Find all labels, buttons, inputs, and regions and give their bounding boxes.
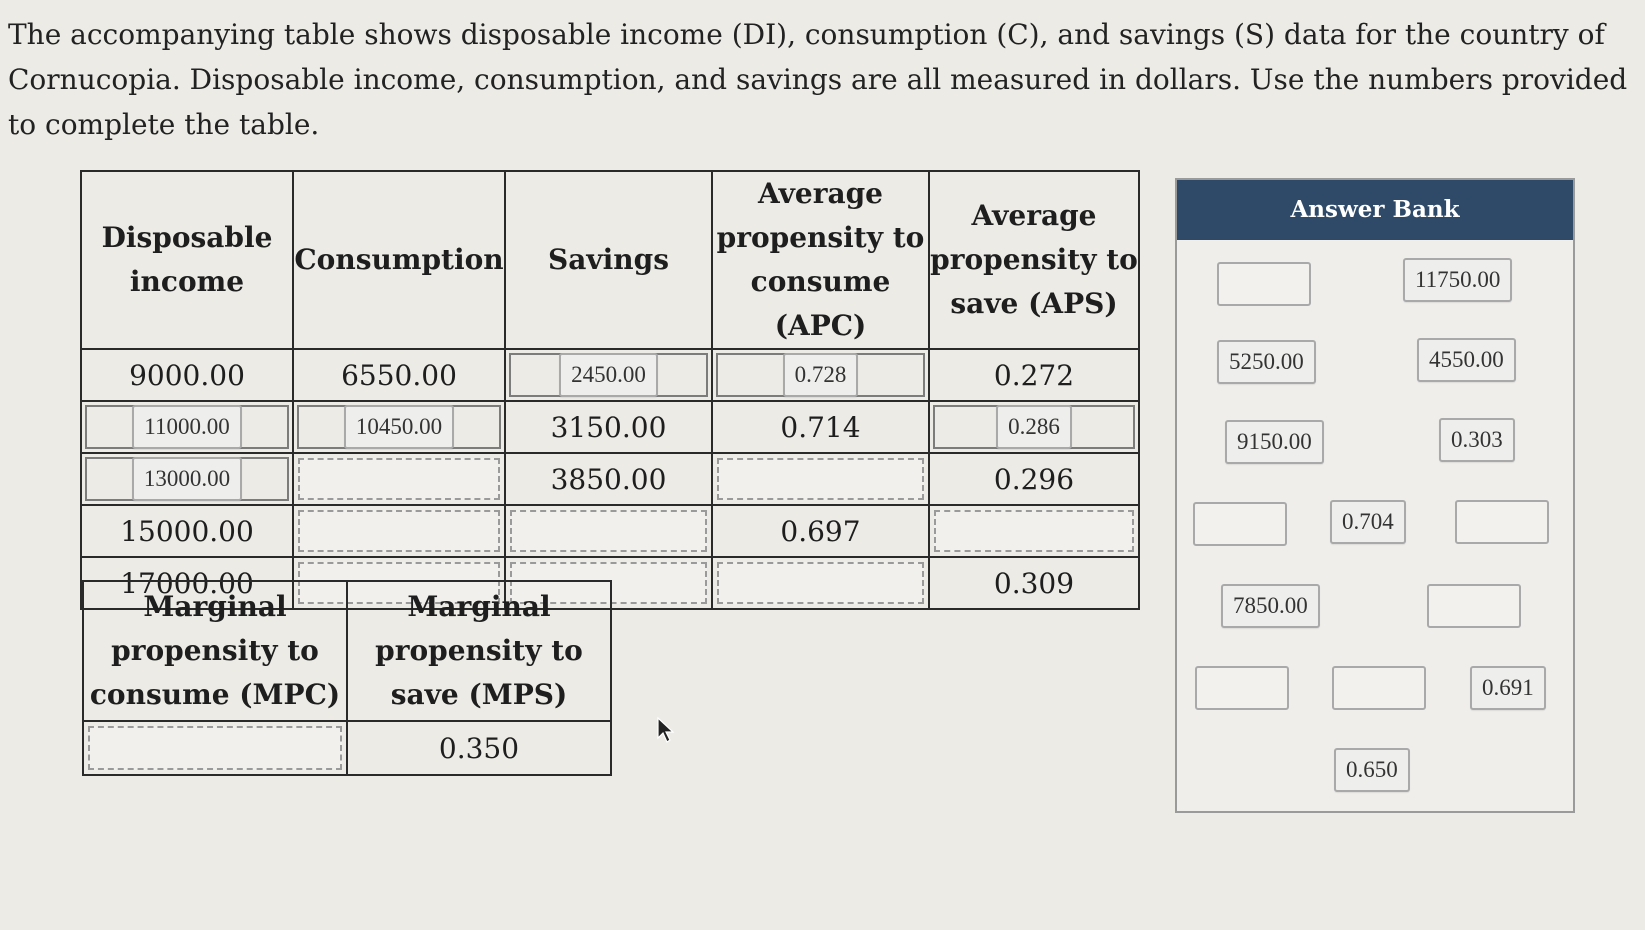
drop-target-consumption[interactable] [293,505,505,557]
answer-chip[interactable]: 10450.00 [344,405,454,449]
table-row [81,505,1139,557]
answer-bank-empty-slot [1455,500,1549,544]
instructions-text: The accompanying table shows disposable income (DI), consumption (C), and savings (S) data for the country of Cornucopia. Disposable income, consumption, and savings are all measured in dollars. Use the numbers provided to complete the table. [8,18,1628,141]
answer-chip[interactable]: 5250.00 [1217,340,1316,384]
drop-target-apc[interactable] [712,349,929,401]
drop-target-savings[interactable] [505,349,712,401]
answer-chip[interactable]: 11750.00 [1403,258,1512,302]
header-disposable-income: Disposable income [81,171,293,349]
cell-di: 15000.00 [81,505,293,557]
answer-bank-empty-slot [1427,584,1521,628]
table-header-row [81,171,1139,349]
pointer-arrow-icon [656,716,676,744]
drop-target-apc[interactable] [712,557,929,609]
table-row [81,401,1139,453]
header-consumption: Consumption [293,171,505,349]
answer-bank-empty-slot [1217,262,1311,306]
answer-chip[interactable]: 2450.00 [559,353,658,397]
cell-savings: 3150.00 [505,401,712,453]
answer-chip[interactable]: 9150.00 [1225,420,1324,464]
header-mpc: Marginal propensity to consume (MPC) [83,581,347,721]
cell-savings: 3850.00 [505,453,712,505]
answer-chip[interactable]: 4550.00 [1417,338,1516,382]
drop-target-mpc[interactable] [83,721,347,775]
header-mps: Marginal propensity to save (MPS) [347,581,611,721]
header-savings: Savings [505,171,712,349]
drop-target-consumption[interactable] [293,401,505,453]
cell-aps: 0.309 [929,557,1139,609]
drop-target-di[interactable] [81,453,293,505]
header-apc: Average propensity to consume (APC) [712,171,929,349]
cell-aps: 0.296 [929,453,1139,505]
cell-consumption: 6550.00 [293,349,505,401]
table-row [81,453,1139,505]
cell-aps: 0.272 [929,349,1139,401]
answer-chip[interactable]: 0.728 [783,353,859,397]
table-row [81,349,1139,401]
answer-bank-empty-slot [1195,666,1289,710]
drop-target-aps[interactable] [929,505,1139,557]
answer-chip[interactable]: 0.286 [996,405,1072,449]
table-row [83,721,611,775]
drop-target-di[interactable] [81,401,293,453]
answer-chip[interactable]: 0.704 [1330,500,1406,544]
drop-target-aps[interactable] [929,401,1139,453]
cell-apc: 0.697 [712,505,929,557]
answer-chip[interactable]: 11000.00 [132,405,241,449]
cell-di: 17000.00 [81,557,293,609]
header-aps: Average propensity to save (APS) [929,171,1139,349]
answer-chip[interactable]: 0.303 [1439,418,1515,462]
cell-di: 9000.00 [81,349,293,401]
answer-chip[interactable]: 13000.00 [132,457,242,501]
answer-bank-empty-slot [1193,502,1287,546]
marginal-propensity-table [82,580,612,776]
answer-chip[interactable]: 0.691 [1470,666,1546,710]
answer-chip[interactable]: 0.650 [1334,748,1410,792]
answer-bank [1175,178,1575,813]
table-header-row [83,581,611,721]
answer-bank-empty-slot [1332,666,1426,710]
drop-target-apc[interactable] [712,453,929,505]
answer-bank-title: Answer Bank [1177,180,1573,240]
answer-chip[interactable]: 7850.00 [1221,584,1320,628]
income-table [80,170,1140,610]
cell-apc: 0.714 [712,401,929,453]
drop-target-savings[interactable] [505,505,712,557]
cell-mps: 0.350 [347,721,611,775]
drop-target-consumption[interactable] [293,453,505,505]
